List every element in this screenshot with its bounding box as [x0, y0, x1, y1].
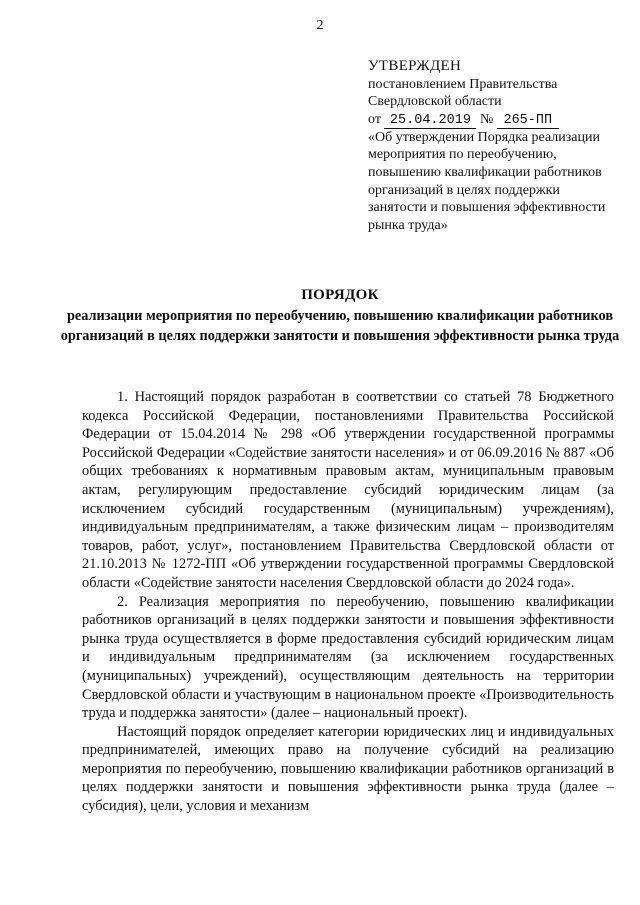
approval-about: «Об утверждении Порядка реализации мероприятия по переобучению, повышению квалификации работников организаций в целях поддержки занятости и повышения эффективности рынка труда» — [368, 129, 606, 233]
approval-line-1: постановлением Правительства — [368, 76, 558, 92]
paragraph-2: 2. Реализация мероприятия по переобучению, повышению квалификации работников организаций в целях поддержки занятости и повышения эффективности рынка труда осуществляется в форме предоставления субсидий юридическим лицам и индивидуальным предпринимателям (за исключением государственных (муниципальных) учреждений), осуществляющим деятельность на территории Свердловской области и участвующим в национальном проекте «Производительность труда и поддержка занятости» (далее – национальный проект). — [82, 593, 614, 722]
approval-line-2: Свердловской области — [368, 94, 502, 110]
approval-status: УТВЕРЖДЕН — [368, 58, 462, 74]
approval-number: 265-ПП — [497, 114, 559, 129]
approval-date-line — [368, 111, 608, 129]
approval-date: 25.04.2019 — [384, 114, 476, 129]
number-prefix: № — [479, 111, 494, 127]
document-title — [60, 285, 620, 346]
paragraph-1: 1. Настоящий порядок разработан в соответствии со статьей 78 Бюджетного кодекса Российской Федерации, постановлениями Правительства Российской Федерации от 15.04.2014 № 298 «Об утверждении государственной программы Российской Федерации «Содействие занятости населения» и от 06.09.2016 № 887 «Об общих требованиях к нормативным правовым актам, муниципальным правовым актам, регулирующим предоставление субсидий юридическим лицам (за исключением субсидий государственным (муниципальным) учреждениям), индивидуальным предпринимателям, а также физическим лицам – производителям товаров, работ, услуг», постановлением Правительства Свердловской области от 21.10.2013 № 1272-ПП «Об утверждении государственной программы Свердловской области «Содействие занятости населения Свердловской области до 2024 года». — [82, 389, 614, 591]
title-subtitle: реализации мероприятия по переобучению, повышению квалификации работников организаций в целях поддержки занятости и повышения эффективности рынка труда — [60, 308, 620, 344]
document-body — [82, 388, 614, 816]
title-main: ПОРЯДОК — [301, 287, 379, 303]
paragraph-3: Настоящий порядок определяет категории юридических лиц и индивидуальных предпринимателей, имеющих право на получение субсидий на реализацию мероприятия по переобучению, повышению квалификации работников организаций в целях поддержки занятости и повышения эффективности рынка труда (далее – субсидия), цели, условия и механизм — [82, 723, 614, 815]
date-prefix: от — [368, 111, 381, 127]
approval-stamp — [368, 58, 608, 234]
page-number: 2 — [316, 18, 324, 33]
